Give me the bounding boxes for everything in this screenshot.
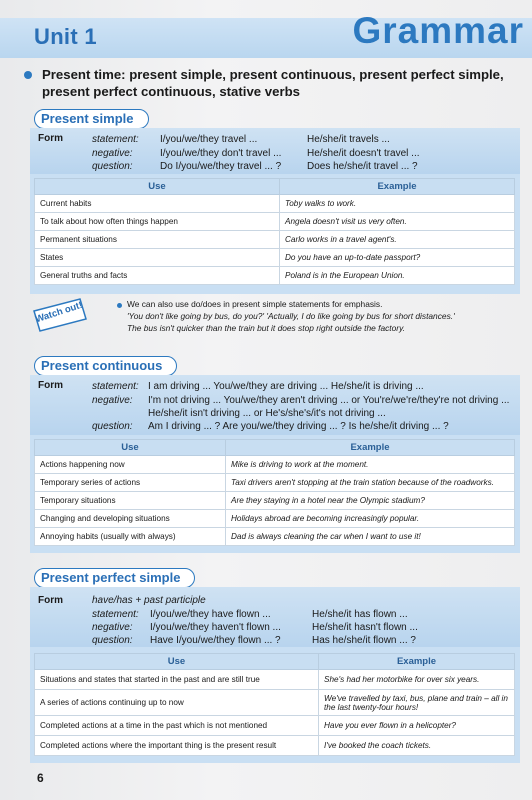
table-row (35, 267, 515, 285)
present-simple-title: Present simple (34, 109, 149, 129)
table-row (35, 716, 515, 736)
table-header-row (35, 179, 515, 195)
use-cell: Permanent situations (35, 231, 280, 249)
present-continuous-table (34, 439, 515, 546)
statement-label: statement: (92, 134, 139, 145)
use-header: Use (35, 179, 280, 195)
page-number: 6 (37, 771, 44, 785)
watch-out-label: Watch out! (34, 299, 84, 326)
negative-forms: I'm not driving ... You/we/they aren't driving ... or You're/we're/they're not driving ... (148, 395, 510, 406)
table-row (35, 456, 515, 474)
table-header-row (35, 440, 515, 456)
use-cell: To talk about how often things happen (35, 213, 280, 231)
example-cell: I've booked the coach tickets. (319, 736, 515, 756)
watch-out-line: We can also use do/does in present simple statements for emphasis. (127, 299, 383, 309)
present-perfect-table (34, 653, 515, 756)
form-label: Form (38, 133, 63, 144)
present-simple-form (30, 128, 520, 174)
question-forms: Am I driving ... ? Are you/we/they driving ... ? Is he/she/it driving ... ? (148, 421, 449, 432)
present-perfect-title: Present perfect simple (34, 568, 195, 588)
statement-singular: He/she/it has flown ... (312, 609, 408, 620)
table-row (35, 736, 515, 756)
example-cell: We've travelled by taxi, bus, plane and train – all in the last twenty-four hours! (319, 690, 515, 716)
example-cell: Holidays abroad are becoming increasingly popular. (226, 510, 515, 528)
table-row (35, 670, 515, 690)
statement-plural: I/you/we/they travel ... (160, 134, 258, 145)
table-row (35, 528, 515, 546)
use-cell: A series of actions continuing up to now (35, 690, 319, 716)
example-cell: Taxi drivers aren't stopping at the train station because of the roadworks. (226, 474, 515, 492)
watch-out-line: 'You don't like going by bus, do you?' 'Actually, I do like going by bus for short distances.' (127, 311, 455, 322)
form-label: Form (38, 595, 63, 606)
table-row (35, 474, 515, 492)
table-row (35, 690, 515, 716)
use-cell: Completed actions where the important thing is the present result (35, 736, 319, 756)
example-header: Example (226, 440, 515, 456)
table-row (35, 249, 515, 267)
statement-singular: He/she/it travels ... (307, 134, 390, 145)
example-cell: Mike is driving to work at the moment. (226, 456, 515, 474)
question-plural: Do I/you/we/they travel ... ? (160, 161, 282, 172)
bullet-icon (117, 303, 122, 308)
negative-singular: He/she/it doesn't travel ... (307, 148, 420, 159)
example-header: Example (280, 179, 515, 195)
form-label: Form (38, 380, 63, 391)
statement-label: statement: (92, 609, 139, 620)
form-intro: have/has + past participle (92, 595, 206, 606)
statement-plural: I/you/we/they have flown ... (150, 609, 271, 620)
present-continuous-form (30, 375, 520, 435)
statement-forms: I am driving ... You/we/they are driving ... He/she/it is driving ... (148, 381, 424, 392)
table-row (35, 510, 515, 528)
example-cell: Have you ever flown in a helicopter? (319, 716, 515, 736)
present-continuous-title: Present continuous (34, 356, 177, 376)
watch-out-text (127, 298, 455, 335)
example-header: Example (319, 654, 515, 670)
present-perfect-form (30, 587, 520, 647)
question-label: question: (92, 421, 133, 432)
use-cell: Temporary series of actions (35, 474, 226, 492)
watch-out-line: The bus isn't quicker than the train but it does stop right outside the factory. (127, 323, 405, 334)
example-cell: Poland is in the European Union. (280, 267, 515, 285)
negative-forms-2: He/she/it isn't driving ... or He's/she's/it's not driving ... (148, 408, 386, 419)
question-singular: Does he/she/it travel ... ? (307, 161, 418, 172)
table-row (35, 492, 515, 510)
negative-label: negative: (92, 395, 133, 406)
section-heading: Grammar (352, 10, 524, 51)
unit-title: Unit 1 (34, 24, 97, 49)
topic-text: Present time: present simple, present continuous, present perfect simple, present perfect continuous, stative verbs (42, 67, 504, 99)
use-cell: Changing and developing situations (35, 510, 226, 528)
example-cell: Angela doesn't visit us very often. (280, 213, 515, 231)
table-row (35, 231, 515, 249)
use-cell: General truths and facts (35, 267, 280, 285)
negative-label: negative: (92, 148, 133, 159)
use-cell: Actions happening now (35, 456, 226, 474)
example-cell: Do you have an up-to-date passport? (280, 249, 515, 267)
example-cell: Toby walks to work. (280, 195, 515, 213)
statement-label: statement: (92, 381, 139, 392)
bullet-icon (24, 71, 32, 79)
use-cell: Current habits (35, 195, 280, 213)
negative-singular: He/she/it hasn't flown ... (312, 622, 418, 633)
question-plural: Have I/you/we/they flown ... ? (150, 635, 281, 646)
example-cell: Are they staying in a hotel near the Olympic stadium? (226, 492, 515, 510)
example-cell: Dad is always cleaning the car when I want to use it! (226, 528, 515, 546)
use-cell: States (35, 249, 280, 267)
negative-label: negative: (92, 622, 133, 633)
table-header-row (35, 654, 515, 670)
use-header: Use (35, 440, 226, 456)
watch-out-badge (30, 297, 88, 333)
negative-plural: I/you/we/they don't travel ... (160, 148, 282, 159)
table-row (35, 213, 515, 231)
topic-heading (42, 66, 512, 100)
use-cell: Temporary situations (35, 492, 226, 510)
table-row (35, 195, 515, 213)
example-cell: She's had her motorbike for over six years. (319, 670, 515, 690)
present-simple-table (34, 178, 515, 285)
use-header: Use (35, 654, 319, 670)
question-label: question: (92, 635, 133, 646)
question-label: question: (92, 161, 133, 172)
question-singular: Has he/she/it flown ... ? (312, 635, 416, 646)
use-cell: Completed actions at a time in the past which is not mentioned (35, 716, 319, 736)
use-cell: Situations and states that started in the past and are still true (35, 670, 319, 690)
example-cell: Carlo works in a travel agent's. (280, 231, 515, 249)
negative-plural: I/you/we/they haven't flown ... (150, 622, 281, 633)
use-cell: Annoying habits (usually with always) (35, 528, 226, 546)
